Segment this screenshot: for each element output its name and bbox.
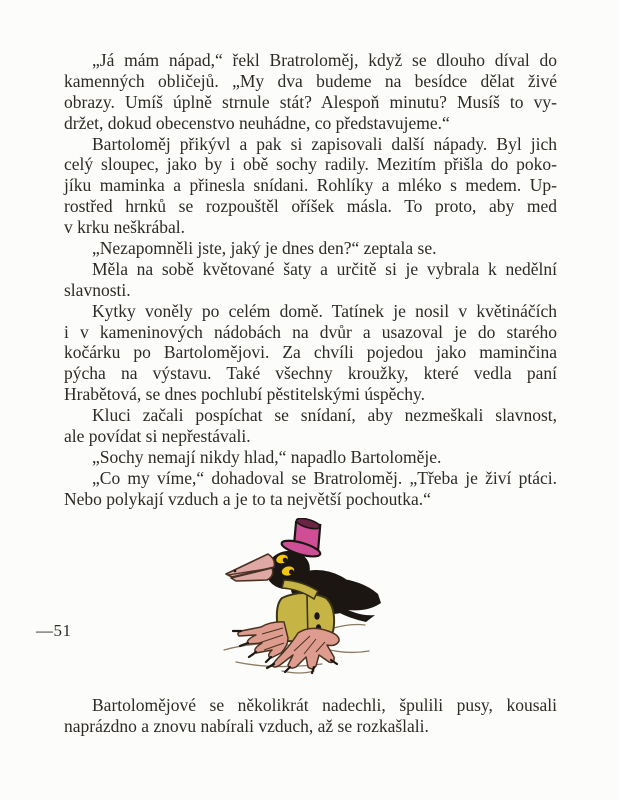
page-number: —51 [36,621,72,640]
text-line: „Nezapomněli jste, jaký je dnes den?“ zeptala se. [92,238,437,259]
text-line: Bartolomějové se několikrát nadechli, špulili pusy, kousali [92,695,557,715]
text-line: kamenných obličejů. „My dva budeme na besídce dělat živé [64,70,557,91]
crow-illustration [222,518,397,678]
text-line: naprázdno a znovu nabírali vzduch, až se rozkašlali. [64,715,429,736]
text-line: Hrabětová, se dnes pochlubí pěstitelskými úspěchy. [64,384,425,405]
text-line: celý sloupec, jako by i obě sochy radily. Mezitím přišla do poko- [64,154,557,175]
body-text [64,50,557,510]
text-line: Kluci začali pospíchat se snídaní, aby nezmeškali slavnost, [92,405,557,426]
crow-beak [226,554,274,581]
text-line: pýcha na výstavu. Také všechny kroužky, které vedla paní [64,363,557,384]
text-line: Nebo polykají vzduch a je to ta největší pochoutka.“ [64,488,431,509]
text-line: kočárku po Bartolomějovi. Za chvíli pojedou jako maminčina [64,342,557,363]
text-line: držet, dokud obecenstvo neuhádne, co představujeme.“ [64,112,450,133]
text-line: Kytky voněly po celém domě. Tatínek je nosil v květináčích [92,300,557,321]
text-line: Bartoloměj přikývl a pak si zapisovali další nápady. Byl jich [92,133,557,154]
text-line: slavnosti. [64,279,131,300]
text-line: „Já mám nápad,“ řekl Bratroloměj, když se dlouho díval do [92,50,557,70]
closing-text [64,695,557,737]
text-line: Měla na sobě květované šaty a určitě si je vybrala k nedělní [92,258,557,279]
text-line: jíku maminka a přinesla snídani. Rohlíky a mléko s medem. Up- [64,175,557,196]
coat-button [314,612,319,620]
text-line: obrazy. Umíš úplně strnule stát? Alespoň minutu? Musíš to vy- [64,91,557,112]
text-line: ale povídat si nepřestávali. [64,426,251,447]
text-line: i v kameninových nádobách na dvůr a usazoval je do starého [64,321,557,342]
text-line: rostřed hrnků se rozpouštěl oříšek másla. To proto, aby med [64,196,557,217]
text-line: „Sochy nemají nikdy hlad,“ napadlo Bartoloměje. [92,446,442,467]
text-line: v krku neškrábal. [64,217,186,238]
text-line: „Co my víme,“ dohadoval se Bratroloměj. „Třeba je živí ptáci. [92,467,557,488]
